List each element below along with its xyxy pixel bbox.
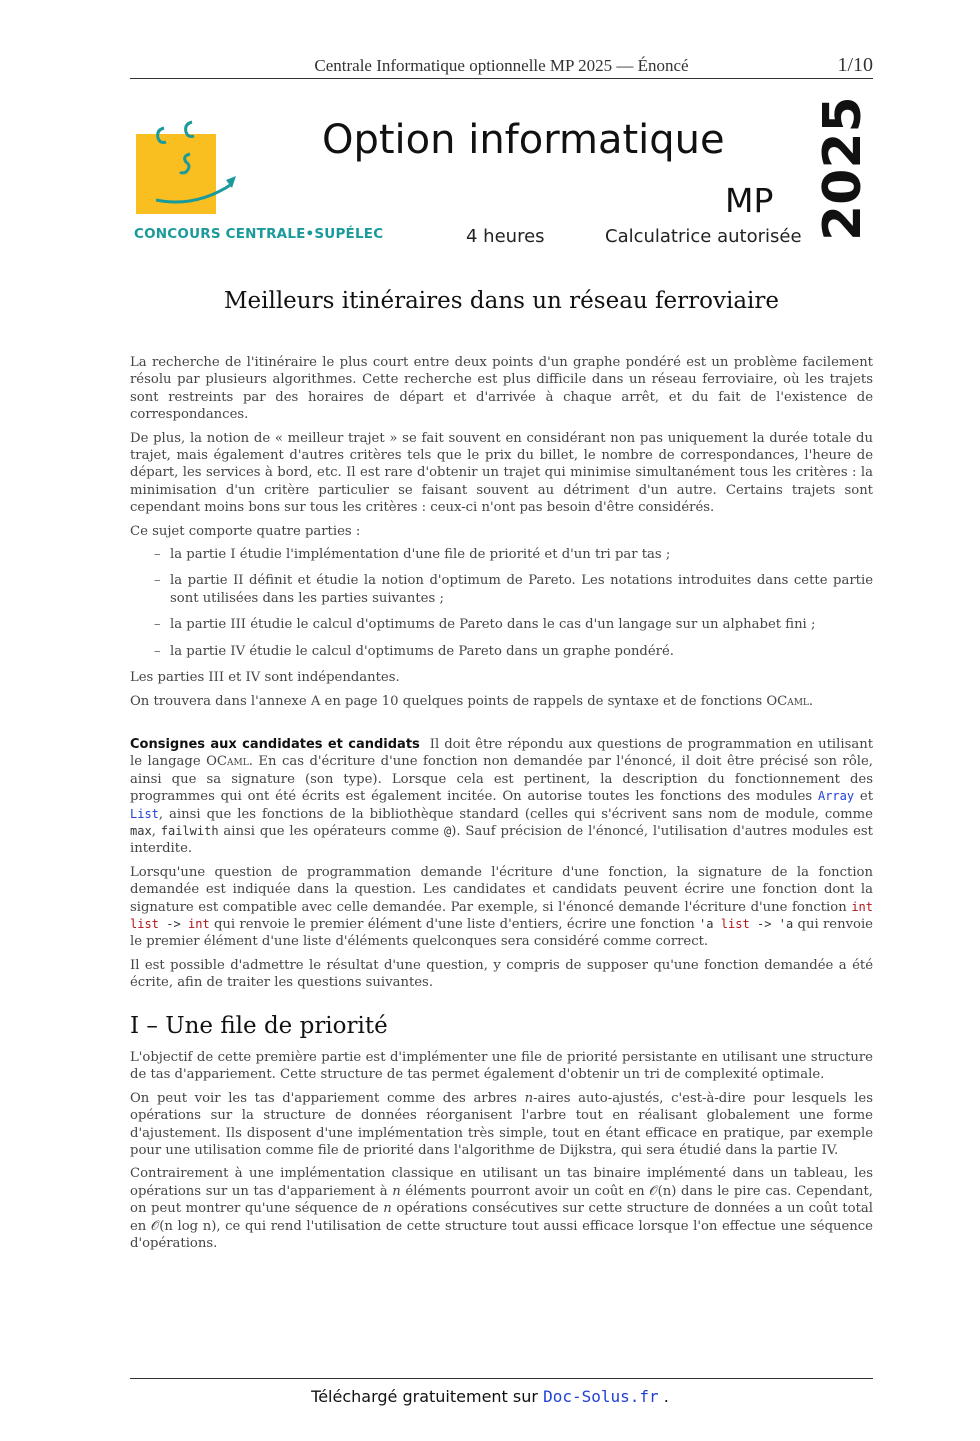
intro-paragraph-4: Les parties III et IV sont indépendantes. (130, 670, 400, 686)
math-complexity: 𝒪(n log n) (150, 1218, 217, 1234)
text-run: -aires auto-ajustés, c'est-à-dire pour lesquels les opérations sur la structure de données réorganisent l'arbre tout en réalisant globalement une forme d'ajustement. Ils disposent d'une implémentation très simple, tout en étant efficace en pratique, par exemple pour une utilisation comme file de priorité dans l'algorithme de Dijkstra, qui sera étudié dans la partie IV. (130, 1090, 873, 1159)
consignes-paragraph-3: Il est possible d'admettre le résultat d'une question, y compris de supposer qu'une fonction demandée a été écrite, afin de traiter les questions suivantes. (130, 957, 873, 991)
page-number: 1/10 (837, 54, 873, 76)
math-complexity: 𝒪(n) (649, 1183, 677, 1199)
text-run: ). Sauf précision de l'énoncé, l'utilisation d'autres modules est interdite. (130, 823, 873, 857)
calculator-policy: Calculatrice autorisée (605, 226, 802, 247)
logo-text: CONCOURS CENTRALE•SUPÉLEC (134, 226, 384, 242)
intro-paragraph-5 (130, 693, 873, 710)
text-run: n (383, 1201, 392, 1217)
text-run: aml (787, 693, 809, 709)
text-run: Contrairement à une implémentation classique en utilisant un tas binaire implémenté dans un tableau, les opérations sur un tas d'appariement à (130, 1166, 873, 1199)
section-paragraph-3 (130, 1165, 873, 1252)
list-item: – la partie III étudie le calcul d'optimums de Pareto dans le cas d'un langage sur un alphabet fini ; (130, 616, 873, 633)
exam-title: Option informatique (322, 117, 725, 163)
text-run: opérations consécutives sur cette structure de données a un coût total en (130, 1201, 873, 1234)
section-paragraph-2 (130, 1090, 873, 1160)
text-run: Lorsqu'une question de programmation demande l'écriture d'une fonction, la signature de la fonction demandée est indiquée dans la question. Les candidates et candidats peuvent écrire une fonction dont la signature est compatible avec celle demandée. Par exemple, si l'énoncé demande l'écriture d'une fonction (130, 864, 873, 915)
code-failwith: failwith (160, 823, 219, 838)
exam-duration: 4 heures (466, 226, 545, 247)
exam-year: 2025 (813, 96, 873, 241)
text-run: , ce qui rend l'utilisation de cette structure tout aussi efficace lorsque l'on effectue une séquence d'opérations. (130, 1218, 873, 1252)
code-at-operator: @ (443, 823, 452, 838)
code-array: Array (817, 789, 855, 804)
filiere-label: MP (725, 181, 774, 220)
list-item: – la partie IV étudie le calcul d'optimums de Pareto dans un graphe pondéré. (130, 643, 873, 660)
text-run: , ainsi que les fonctions de la bibliothèque standard (celles qui s'écrivent sans nom de module, comme (158, 806, 873, 822)
document-body (130, 354, 873, 1258)
list-item: – la partie I étudie l'implémentation d'une file de priorité et d'un tri par tas ; (130, 546, 873, 563)
text-run: . (658, 1387, 669, 1406)
text-run: list (713, 916, 750, 931)
footer-text: Téléchargé gratuitement sur (311, 1387, 544, 1406)
text-run: ainsi que les opérateurs comme (218, 823, 444, 839)
text-run: -> (158, 916, 188, 931)
text-run: 'a (778, 916, 794, 931)
section-paragraph-1: L'objectif de cette première partie est d'implémenter une file de priorité persistante en utilisant une structure de tas d'appariement. Cette structure de tas permet également d'obtenir un tri de complexité optimale. (130, 1050, 873, 1083)
text-run: -> (749, 916, 779, 931)
footer-divider (130, 1378, 873, 1379)
parts-list (130, 546, 873, 660)
text-run: . En cas d'écriture d'une fonction non demandée par l'énoncé, il doit être précisé son rôle, ainsi que sa signature (son type). Lorsque cela est pertinent, la description du fonctionnement des programmes qui ont été écrits est également incitée. On autorise toutes les fonctions des modules (130, 754, 873, 805)
intro-paragraph-2: De plus, la notion de « meilleur trajet » se fait souvent en considérant non pas uniquement la durée totale du trajet, mais également d'autres critères tels que le prix du billet, le nombre de correspondances, l'heure de départ, les services à bord, etc. Il est rare d'obtenir un trajet qui minimise simultanément tous les critères : la minimisation d'un critère particulier se faisant souvent au détriment d'un autre. Certains trajets sont cependant moins bons sur tous les critères : ceux-ci n'ont pas besoin d'être considérés. (130, 430, 873, 516)
code-list: List (130, 806, 159, 821)
subject-title: Meilleurs itinéraires dans un réseau ferroviaire (223, 288, 780, 314)
code-signature-2: 'a (699, 916, 714, 931)
intro-paragraph-3: Ce sujet comporte quatre parties : (130, 523, 361, 539)
text-run: On trouvera dans l'annexe A en page 10 quelques points de rappels de syntaxe et de fonctions OC (130, 693, 788, 709)
page-header (130, 52, 873, 79)
consignes-paragraph-2 (130, 864, 873, 951)
text-run: . (808, 693, 814, 709)
intro-paragraph-1: La recherche de l'itinéraire le plus court entre deux points d'un graphe pondéré est un problème facilement résolu par plusieurs algorithmes. Cette recherche est plus difficile dans un réseau ferroviaire, où les trajets sont restreints par des horaires de départ et d'arrivée à chaque arrêt, et du fait de l'existence de correspondances. (130, 355, 873, 423)
text-run: dans le pire cas. Cependant, on peut montrer qu'une séquence de (130, 1183, 873, 1217)
text-run: n (524, 1090, 534, 1106)
footer-link[interactable]: Doc-Solus.fr (543, 1387, 659, 1406)
code-signature-1: int list (130, 899, 873, 931)
text-run: , (151, 823, 161, 839)
concours-logo (134, 118, 384, 248)
text-run: n (392, 1183, 401, 1199)
page-footer (0, 1387, 980, 1406)
text-run: éléments pourront avoir un coût en (400, 1183, 650, 1199)
list-item: – la partie II définit et étudie la notion d'optimum de Pareto. Les notations introduites dans cette partie sont utilisées dans les parties suivantes ; (130, 572, 873, 607)
text-run: On peut voir les tas d'appariement comme des arbres (130, 1090, 525, 1106)
text-run: et (854, 789, 873, 805)
consignes-heading: Consignes aux candidates et candidats (130, 736, 420, 752)
text-run: Il doit être répondu aux questions de programmation en utilisant le langage OC (130, 736, 873, 770)
section-title: I – Une file de priorité (130, 1012, 388, 1039)
text-run: qui renvoie le premier élément d'une liste d'entiers, écrire une fonction (209, 916, 700, 932)
text-run: int (188, 916, 210, 931)
consignes-paragraph-1 (130, 736, 873, 858)
text-run: qui renvoie le premier élément d'une liste d'éléments quelconques sera considéré comme correct. (130, 916, 873, 950)
header-title: Centrale Informatique optionnelle MP 2025 — Énoncé (314, 56, 689, 75)
code-max: max (130, 823, 152, 838)
text-run: aml (227, 754, 249, 770)
logo-mark-icon (134, 118, 334, 223)
